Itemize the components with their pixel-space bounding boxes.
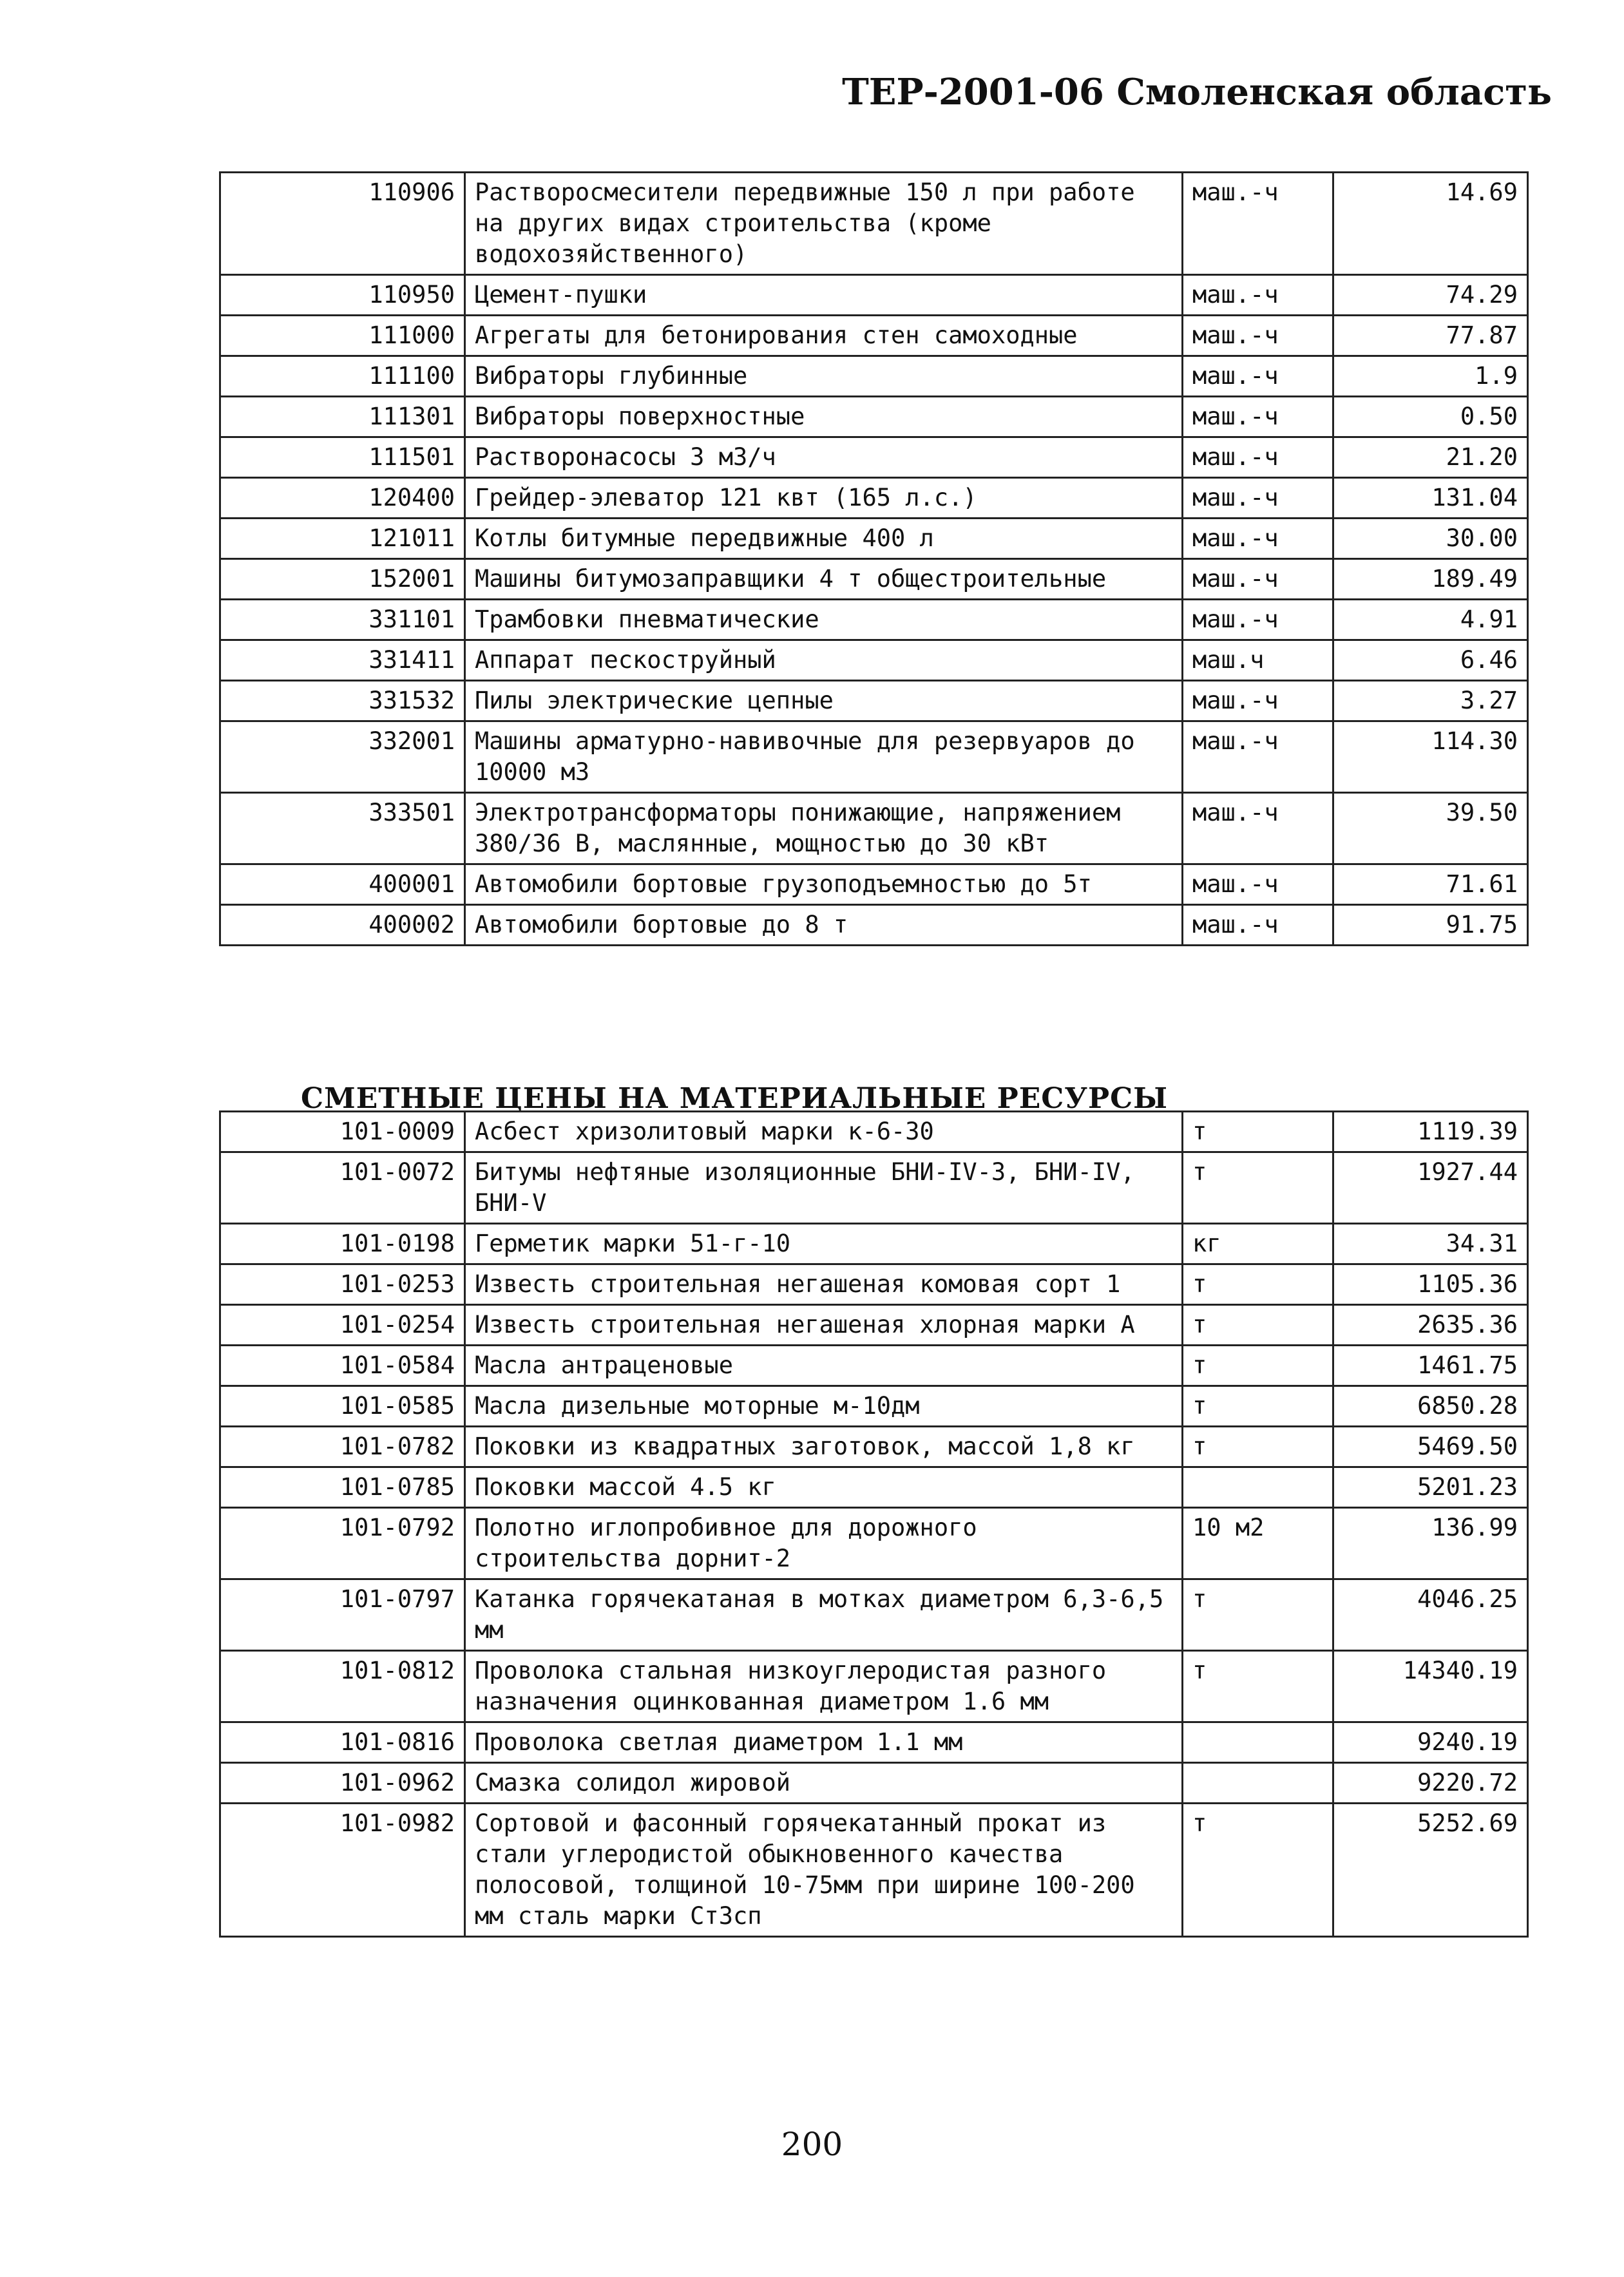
resource-name: Полотно иглопробивное для дорожного строительства дорнит-2 [465,1508,1183,1579]
estimated-price: 3.27 [1333,681,1528,721]
estimated-price: 2635.36 [1333,1305,1528,1346]
table-row [220,793,1528,864]
resource-name: Машины арматурно-навивочные для резервуаров до 10000 м3 [465,721,1183,793]
estimated-price: 9240.19 [1333,1722,1528,1763]
resource-name: Аппарат пескоструйный [465,640,1183,681]
estimated-price: 1105.36 [1333,1264,1528,1305]
document-header: ТЕР-2001-06 Смоленская область [842,71,1552,113]
table-row [220,559,1528,600]
machines-price-table [219,171,1529,946]
resource-code: 101-0816 [220,1722,465,1763]
table-row [220,1152,1528,1224]
table-row [220,600,1528,640]
estimated-price: 34.31 [1333,1224,1528,1264]
machines-table-body [220,173,1528,946]
resource-name: Котлы битумные передвижные 400 л [465,519,1183,559]
table-row [220,356,1528,397]
resource-name: Трамбовки пневматические [465,600,1183,640]
unit-of-measure: т [1183,1264,1333,1305]
table-row [220,519,1528,559]
unit-of-measure [1183,1722,1333,1763]
unit-of-measure: маш.ч [1183,640,1333,681]
resource-name: Поковки массой 4.5 кг [465,1467,1183,1508]
resource-code: 101-0797 [220,1579,465,1651]
materials-section-title: СМЕТНЫЕ ЦЕНЫ НА МАТЕРИАЛЬНЫЕ РЕСУРСЫ [300,1082,1168,1115]
table-row [220,1651,1528,1722]
unit-of-measure: т [1183,1579,1333,1651]
resource-name: Вибраторы поверхностные [465,397,1183,437]
table-row [220,1305,1528,1346]
estimated-price: 136.99 [1333,1508,1528,1579]
table-row [220,1224,1528,1264]
unit-of-measure: маш.-ч [1183,600,1333,640]
resource-name: Электротрансформаторы понижающие, напряжением 380/36 В, маслянные, мощностью до 30 кВт [465,793,1183,864]
unit-of-measure: кг [1183,1224,1333,1264]
unit-of-measure: маш.-ч [1183,356,1333,397]
unit-of-measure: маш.-ч [1183,275,1333,316]
resource-name: Масла антраценовые [465,1346,1183,1386]
unit-of-measure: т [1183,1346,1333,1386]
unit-of-measure [1183,1763,1333,1804]
resource-name: Катанка горячекатаная в мотках диаметром 6,3-6,5 мм [465,1579,1183,1651]
resource-name: Смазка солидол жировой [465,1763,1183,1804]
estimated-price: 14.69 [1333,173,1528,275]
resource-code: 120400 [220,478,465,519]
table-row [220,1346,1528,1386]
resource-code: 110950 [220,275,465,316]
resource-code: 101-0792 [220,1508,465,1579]
unit-of-measure: маш.-ч [1183,173,1333,275]
resource-name: Поковки из квадратных заготовок, массой 1,8 кг [465,1427,1183,1467]
estimated-price: 9220.72 [1333,1763,1528,1804]
estimated-price: 77.87 [1333,316,1528,356]
resource-name: Битумы нефтяные изоляционные БНИ-IV-3, БНИ-IV, БНИ-V [465,1152,1183,1224]
estimated-price: 189.49 [1333,559,1528,600]
resource-code: 400002 [220,905,465,946]
page-number: 200 [781,2126,843,2163]
table-row [220,437,1528,478]
resource-name: Растворонасосы 3 м3/ч [465,437,1183,478]
unit-of-measure: т [1183,1152,1333,1224]
resource-code: 101-0584 [220,1346,465,1386]
table-row [220,1508,1528,1579]
resource-name: Проволока светлая диаметром 1.1 мм [465,1722,1183,1763]
table-row [220,905,1528,946]
estimated-price: 6850.28 [1333,1386,1528,1427]
resource-name: Машины битумозаправщики 4 т общестроительные [465,559,1183,600]
resource-code: 101-0962 [220,1763,465,1804]
resource-name: Пилы электрические цепные [465,681,1183,721]
resource-code: 152001 [220,559,465,600]
materials-price-table [219,1110,1529,1938]
unit-of-measure: т [1183,1112,1333,1152]
resource-code: 331411 [220,640,465,681]
table-row [220,1722,1528,1763]
table-row [220,1804,1528,1937]
unit-of-measure: маш.-ч [1183,905,1333,946]
resource-name: Вибраторы глубинные [465,356,1183,397]
estimated-price: 74.29 [1333,275,1528,316]
table-row [220,721,1528,793]
table-row [220,1763,1528,1804]
unit-of-measure: маш.-ч [1183,437,1333,478]
resource-code: 331101 [220,600,465,640]
estimated-price: 71.61 [1333,864,1528,905]
unit-of-measure: маш.-ч [1183,478,1333,519]
unit-of-measure [1183,1467,1333,1508]
resource-name: Автомобили бортовые до 8 т [465,905,1183,946]
resource-code: 331532 [220,681,465,721]
resource-code: 121011 [220,519,465,559]
table-row [220,478,1528,519]
resource-code: 101-0072 [220,1152,465,1224]
resource-code: 110906 [220,173,465,275]
resource-code: 111100 [220,356,465,397]
estimated-price: 5252.69 [1333,1804,1528,1937]
estimated-price: 4.91 [1333,600,1528,640]
unit-of-measure: т [1183,1651,1333,1722]
materials-table-body [220,1112,1528,1937]
unit-of-measure: т [1183,1804,1333,1937]
estimated-price: 14340.19 [1333,1651,1528,1722]
unit-of-measure: маш.-ч [1183,316,1333,356]
resource-code: 101-0585 [220,1386,465,1427]
resource-name: Известь строительная негашеная комовая сорт 1 [465,1264,1183,1305]
unit-of-measure: т [1183,1427,1333,1467]
estimated-price: 21.20 [1333,437,1528,478]
resource-name: Проволока стальная низкоуглеродистая разного назначения оцинкованная диаметром 1.6 мм [465,1651,1183,1722]
resource-code: 101-0009 [220,1112,465,1152]
resource-name: Растворосмесители передвижные 150 л при работе на других видах строительства (кроме водохозяйственного) [465,173,1183,275]
estimated-price: 30.00 [1333,519,1528,559]
resource-code: 332001 [220,721,465,793]
table-row [220,864,1528,905]
estimated-price: 39.50 [1333,793,1528,864]
resource-code: 101-0982 [220,1804,465,1937]
estimated-price: 5469.50 [1333,1427,1528,1467]
resource-name: Асбест хризолитовый марки к-6-30 [465,1112,1183,1152]
unit-of-measure: маш.-ч [1183,519,1333,559]
table-row [220,275,1528,316]
table-row [220,1579,1528,1651]
unit-of-measure: т [1183,1386,1333,1427]
unit-of-measure: маш.-ч [1183,721,1333,793]
resource-name: Сортовой и фасонный горячекатанный прокат из стали углеродистой обыкновенного качества полосовой, толщиной 10-75мм при ширине 100-200 мм сталь марки Ст3сп [465,1804,1183,1937]
table-row [220,173,1528,275]
resource-name: Герметик марки 51-г-10 [465,1224,1183,1264]
estimated-price: 1927.44 [1333,1152,1528,1224]
resource-name: Цемент-пушки [465,275,1183,316]
estimated-price: 5201.23 [1333,1467,1528,1508]
resource-code: 101-0782 [220,1427,465,1467]
table-row [220,1467,1528,1508]
resource-code: 333501 [220,793,465,864]
resource-code: 111000 [220,316,465,356]
table-row [220,316,1528,356]
unit-of-measure: маш.-ч [1183,793,1333,864]
estimated-price: 1119.39 [1333,1112,1528,1152]
estimated-price: 6.46 [1333,640,1528,681]
estimated-price: 0.50 [1333,397,1528,437]
estimated-price: 91.75 [1333,905,1528,946]
table-row [220,1386,1528,1427]
table-row [220,640,1528,681]
estimated-price: 1461.75 [1333,1346,1528,1386]
unit-of-measure: маш.-ч [1183,864,1333,905]
resource-code: 111501 [220,437,465,478]
estimated-price: 131.04 [1333,478,1528,519]
resource-name: Известь строительная негашеная хлорная марки А [465,1305,1183,1346]
resource-name: Автомобили бортовые грузоподъемностью до 5т [465,864,1183,905]
resource-code: 101-0254 [220,1305,465,1346]
table-row [220,397,1528,437]
resource-name: Масла дизельные моторные м-10дм [465,1386,1183,1427]
resource-code: 400001 [220,864,465,905]
unit-of-measure: т [1183,1305,1333,1346]
unit-of-measure: маш.-ч [1183,397,1333,437]
unit-of-measure: 10 м2 [1183,1508,1333,1579]
resource-code: 101-0812 [220,1651,465,1722]
table-row [220,1264,1528,1305]
table-row [220,681,1528,721]
estimated-price: 1.9 [1333,356,1528,397]
table-row [220,1427,1528,1467]
table-row [220,1112,1528,1152]
resource-code: 101-0198 [220,1224,465,1264]
resource-name: Грейдер-элеватор 121 квт (165 л.с.) [465,478,1183,519]
resource-code: 101-0253 [220,1264,465,1305]
resource-code: 101-0785 [220,1467,465,1508]
resource-code: 111301 [220,397,465,437]
unit-of-measure: маш.-ч [1183,559,1333,600]
unit-of-measure: маш.-ч [1183,681,1333,721]
estimated-price: 114.30 [1333,721,1528,793]
resource-name: Агрегаты для бетонирования стен самоходные [465,316,1183,356]
estimated-price: 4046.25 [1333,1579,1528,1651]
